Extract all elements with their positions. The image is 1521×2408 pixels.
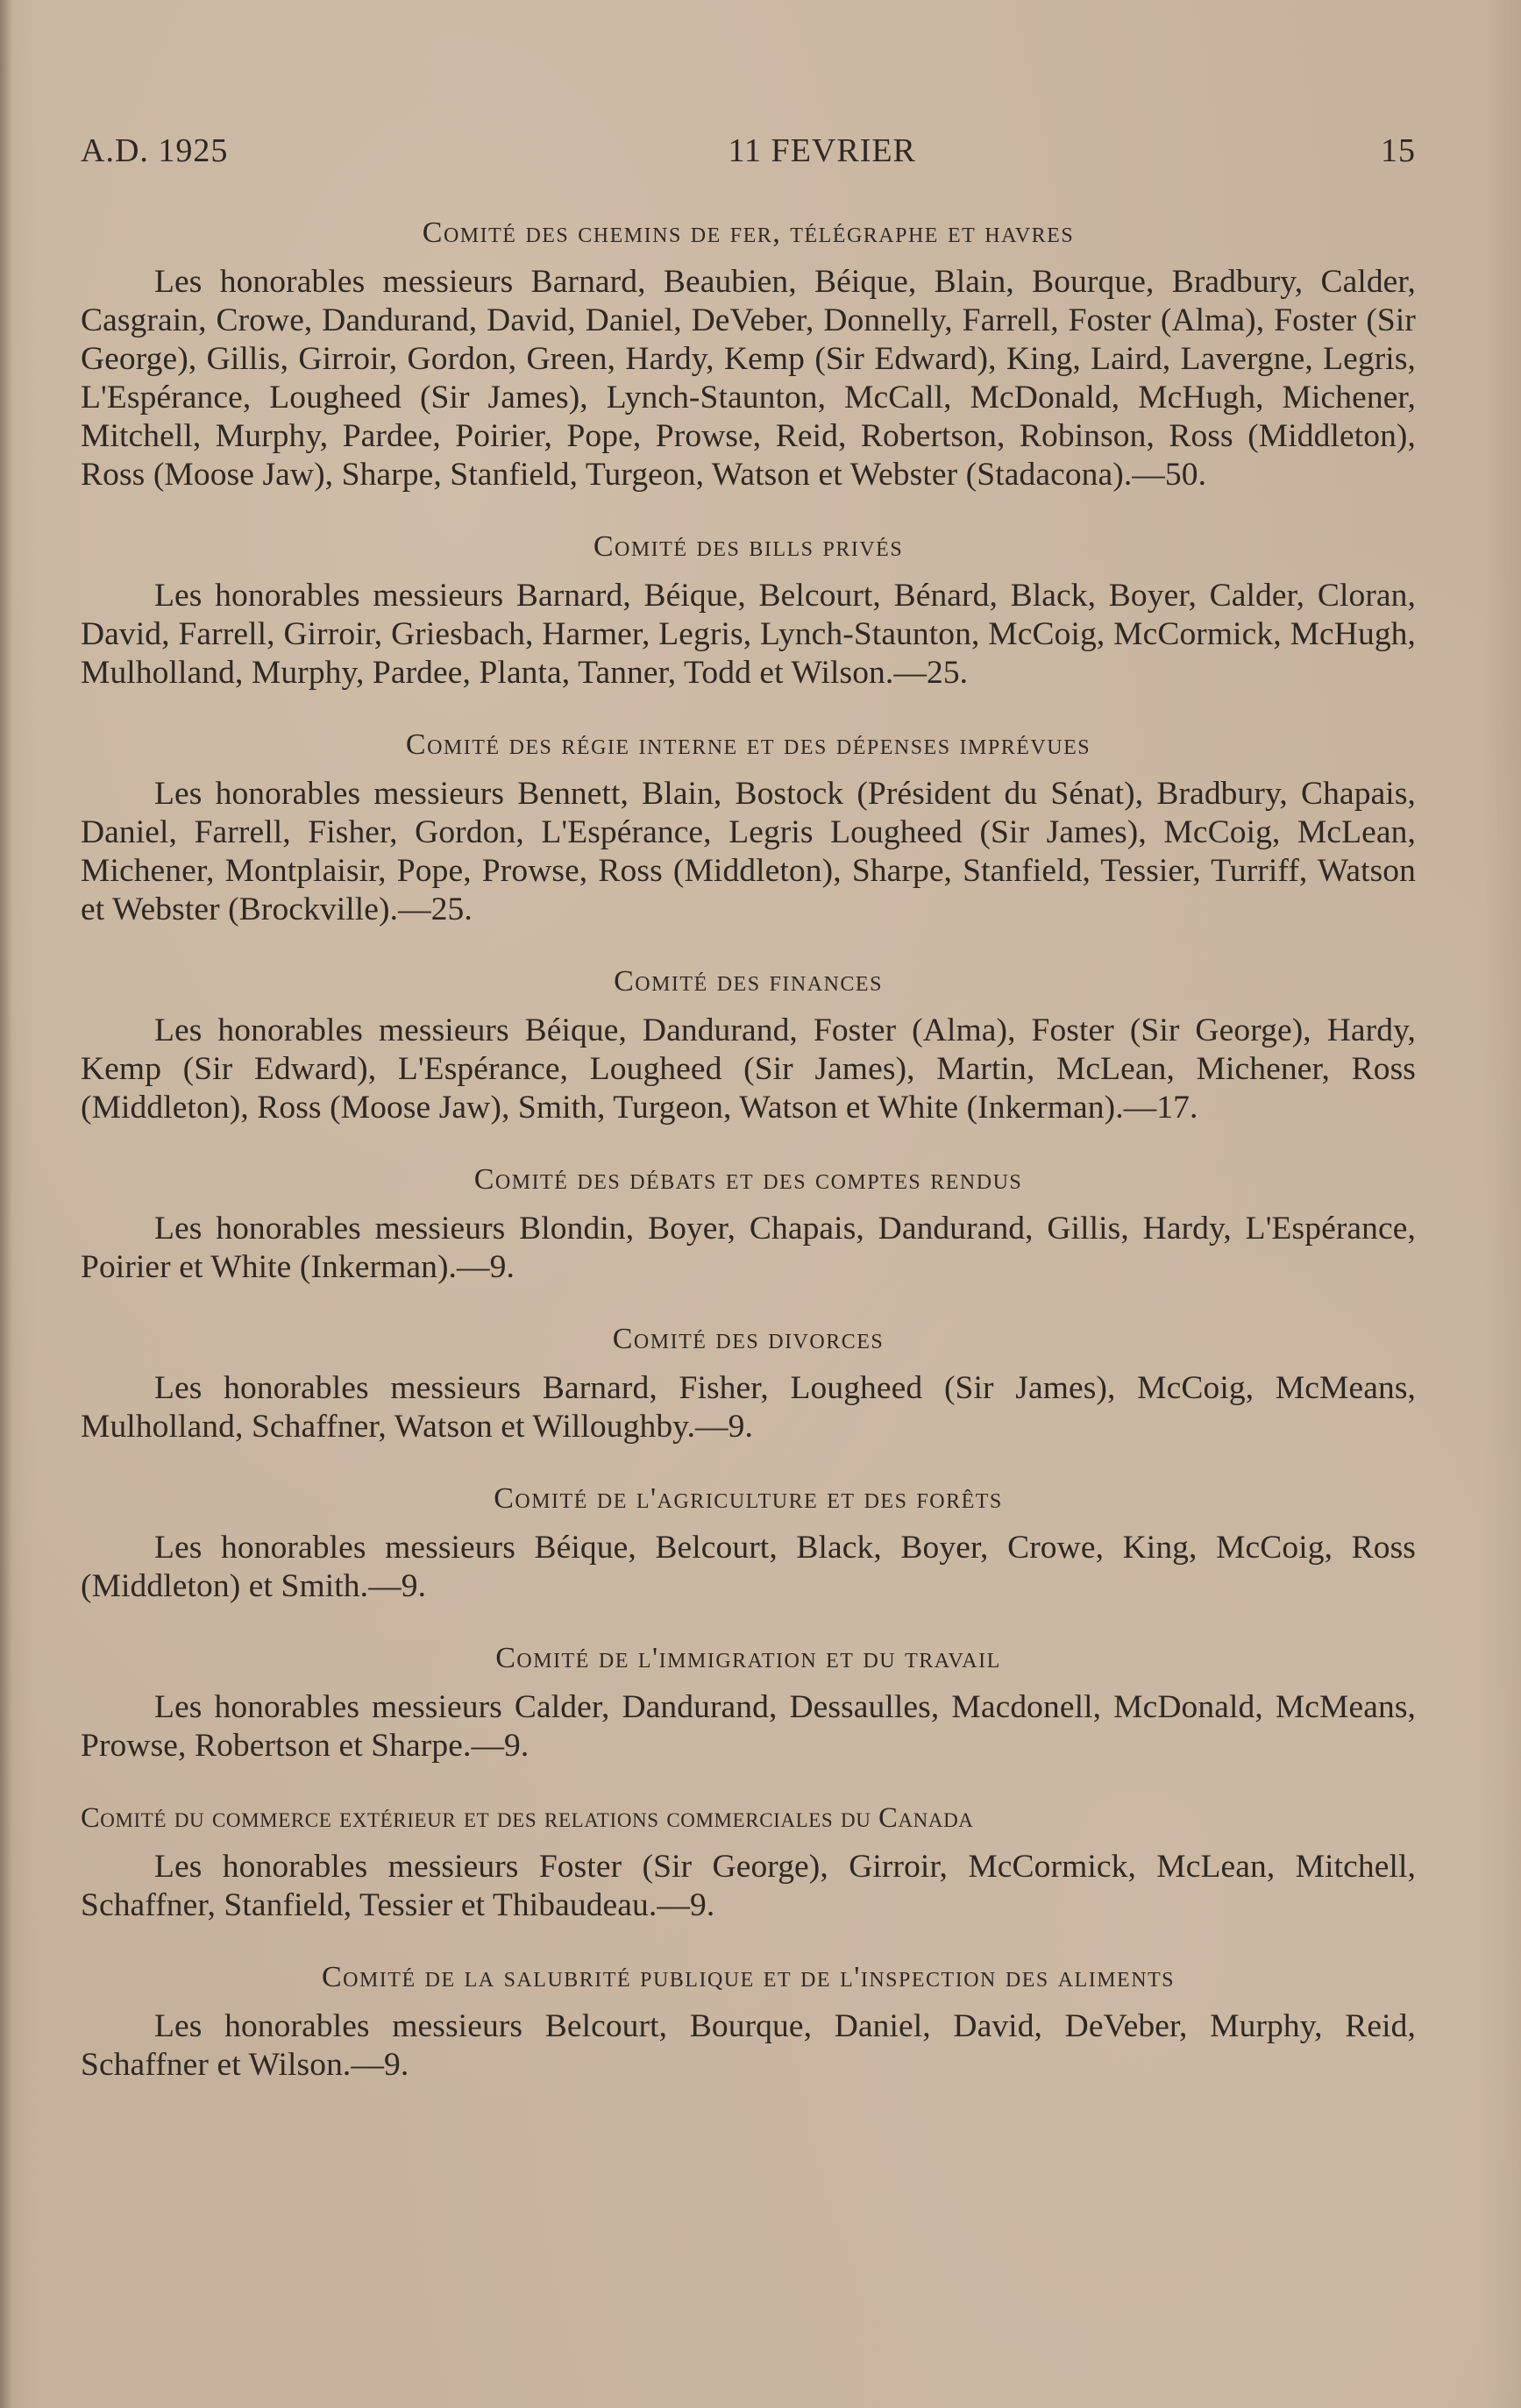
page-edge-shadow (0, 0, 12, 2408)
committee-title: Comité des régie interne et des dépenses imprévues (405, 728, 1091, 761)
page-number: 15 (1380, 132, 1416, 169)
committee-title: Comité du commerce extérieur et des relations commerciales du Canada (81, 1802, 974, 1834)
committee-section (81, 1801, 1416, 1925)
committee-section (81, 964, 1416, 1127)
committee-section (81, 216, 1416, 494)
committee-members: Les honorables messieurs Béique, Dandurand, Foster (Alma), Foster (Sir George), Hardy, Kemp (Sir Edward), L'Espérance, Lougheed (Sir James), Martin, McLean, Michener, Ross (Middleton), Ross (Moose Jaw), Smith, Turgeon, Watson et White (Inkerman).—17. (81, 1012, 1416, 1126)
committee-members: Les honorables messieurs Blondin, Boyer, Chapais, Dandurand, Gillis, Hardy, L'Espérance, Poirier et White (Inkerman).—9. (81, 1211, 1416, 1285)
committee-section (81, 1481, 1416, 1606)
committee-section (81, 1960, 1416, 2085)
committee-section (81, 1162, 1416, 1287)
committee-section (81, 529, 1416, 693)
committee-members: Les honorables messieurs Béique, Belcourt, Black, Boyer, Crowe, King, McCoig, Ross (Middleton) et Smith.—9. (81, 1530, 1416, 1604)
committee-title: Comité des divorces (612, 1323, 885, 1355)
committee-members: Les honorables messieurs Foster (Sir George), Girroir, McCormick, McLean, Mitchell, Schaffner, Stanfield, Tessier et Thibaudeau.—9. (81, 1849, 1416, 1923)
committee-members: Les honorables messieurs Barnard, Béique, Belcourt, Bénard, Black, Boyer, Calder, Cloran, David, Farrell, Girroir, Griesbach, Harmer, Legris, Lynch-Staunton, McCoig, McCormick, McHugh, Mulholland, Murphy, Pardee, Planta, Tanner, Todd et Wilson.—25. (81, 578, 1416, 691)
committee-section (81, 1322, 1416, 1446)
committee-title: Comité des chemins de fer, télégraphe et havres (422, 217, 1075, 249)
committee-title: Comité des bills privés (593, 530, 904, 563)
committee-members: Les honorables messieurs Bennett, Blain, Bostock (Président du Sénat), Bradbury, Chapais, Daniel, Farrell, Fisher, Gordon, L'Espérance, Legris Lougheed (Sir James), McCoig, McLean, Michener, Montplaisir, Pope, Prowse, Ross (Middleton), Sharpe, Stanfield, Tessier, Turriff, Watson et Webster (Brockville).—25. (81, 776, 1416, 927)
header-year: A.D. 1925 (81, 132, 229, 169)
committee-title: Comité des débats et des comptes rendus (473, 1163, 1023, 1196)
committee-title: Comité de l'immigration et du travail (495, 1642, 1001, 1674)
committee-title: Comité des finances (614, 965, 883, 998)
committee-title: Comité de l'agriculture et des forêts (494, 1482, 1003, 1515)
committee-title: Comité de la salubrité publique et de l'inspection des aliments (321, 1961, 1176, 1993)
header-date: 11 FEVRIER (728, 132, 916, 169)
committee-members: Les honorables messieurs Barnard, Beaubien, Béique, Blain, Bourque, Bradbury, Calder, Casgrain, Crowe, Dandurand, David, Daniel, DeVeber, Donnelly, Farrell, Foster (Alma), Foster (Sir George), Gillis, Girroir, Gordon, Green, Hardy, Kemp (Sir Edward), King, Laird, Lavergne, Legris, L'Espérance, Lougheed (Sir James), Lynch-Staunton, McCall, McDonald, McHugh, Michener, Mitchell, Murphy, Pardee, Poirier, Pope, Prowse, Reid, Robertson, Robinson, Ross (Middleton), Ross (Moose Jaw), Sharpe, Stanfield, Turgeon, Watson et Webster (Stadacona).—50. (81, 264, 1416, 493)
committee-section (81, 728, 1416, 929)
committee-members: Les honorables messieurs Belcourt, Bourque, Daniel, David, DeVeber, Murphy, Reid, Schaffner et Wilson.—9. (81, 2008, 1416, 2083)
running-head (81, 131, 1416, 170)
committee-section (81, 1641, 1416, 1765)
committee-members: Les honorables messieurs Calder, Dandurand, Dessaulles, Macdonell, McDonald, McMeans, Prowse, Robertson et Sharpe.—9. (81, 1689, 1416, 1764)
committee-members: Les honorables messieurs Barnard, Fisher, Lougheed (Sir James), McCoig, McMeans, Mulholland, Schaffner, Watson et Willoughby.—9. (81, 1370, 1416, 1445)
